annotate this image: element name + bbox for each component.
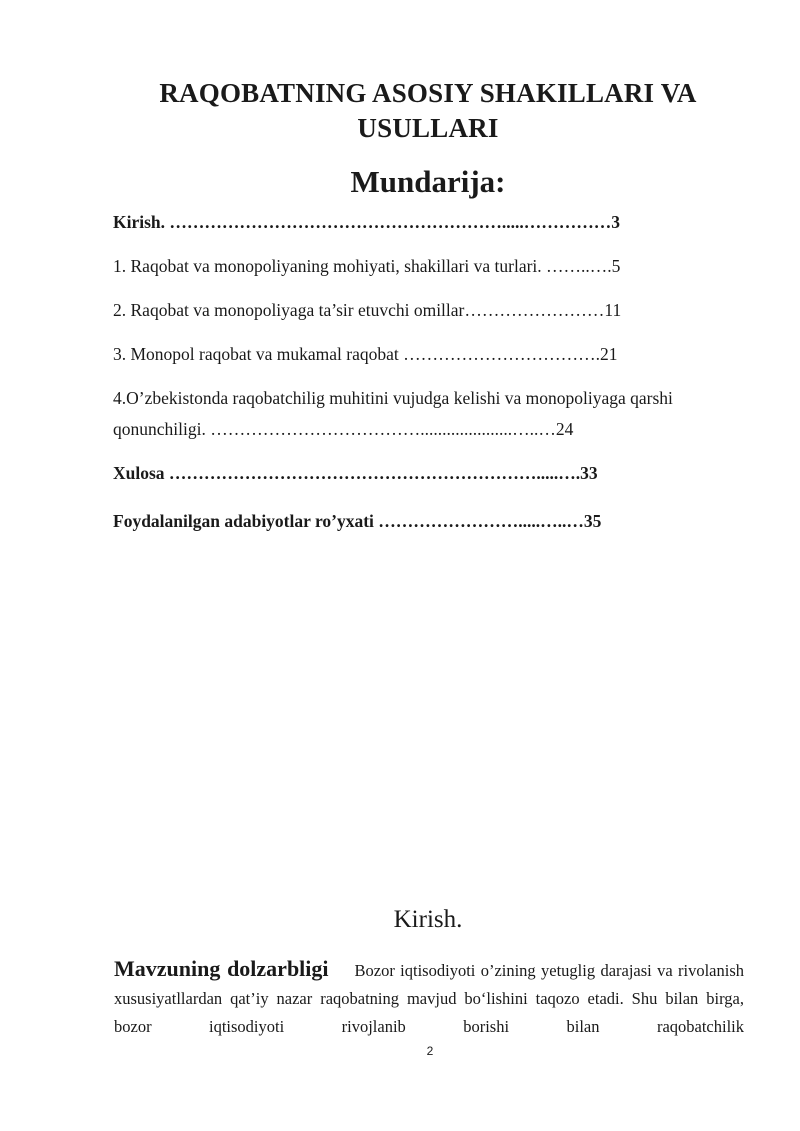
toc-entry-1: 1. Raqobat va monopoliyaning mohiyati, shakillari va turlari. ……..….5 <box>113 256 621 276</box>
toc-entry-kirish: Kirish. ………………………………………………….....……………3 <box>113 212 621 232</box>
intro-paragraph <box>114 955 744 1041</box>
intro-body: Bozor iqtisodiyoti o’zining yetuglig darajasi va rivolanish xususiyatllardan qat’iy nazar raqobatning mavjud bo‘lishini taqozo etadi. Shu bilan birga, bozor iqtisodiyoti rivojlanib borishi bilan raqobatchilik <box>114 961 744 1036</box>
section-heading: Kirish. <box>393 906 463 933</box>
toc-entry-4: 4.O’zbekistonda raqobatchilig muhitini vujudga kelishi va monopoliyaga qarshi qonunchiligi. ……………………………….....................…..…24 <box>113 388 673 439</box>
toc-entry-3: 3. Monopol raqobat va mukamal raqobat …………………………….21 <box>113 344 618 364</box>
toc-entry-xulosa: Xulosa ……………………………………………………….....….33 <box>113 463 598 483</box>
toc-heading: Mundarija: <box>350 164 506 199</box>
toc-entry-2: 2. Raqobat va monopoliyaga ta’sir etuvchi omillar……………………11 <box>113 300 622 320</box>
page-number: 2 <box>426 1044 434 1058</box>
intro-lead: Mavzuning dolzarbligi <box>114 956 329 981</box>
document-title: RAQOBATNING ASOSIY SHAKILLARI VA USULLARI <box>159 78 697 143</box>
toc-entry-references: Foydalanilgan adabiyotlar ro’yxati …………………….....…..…35 <box>113 511 602 531</box>
